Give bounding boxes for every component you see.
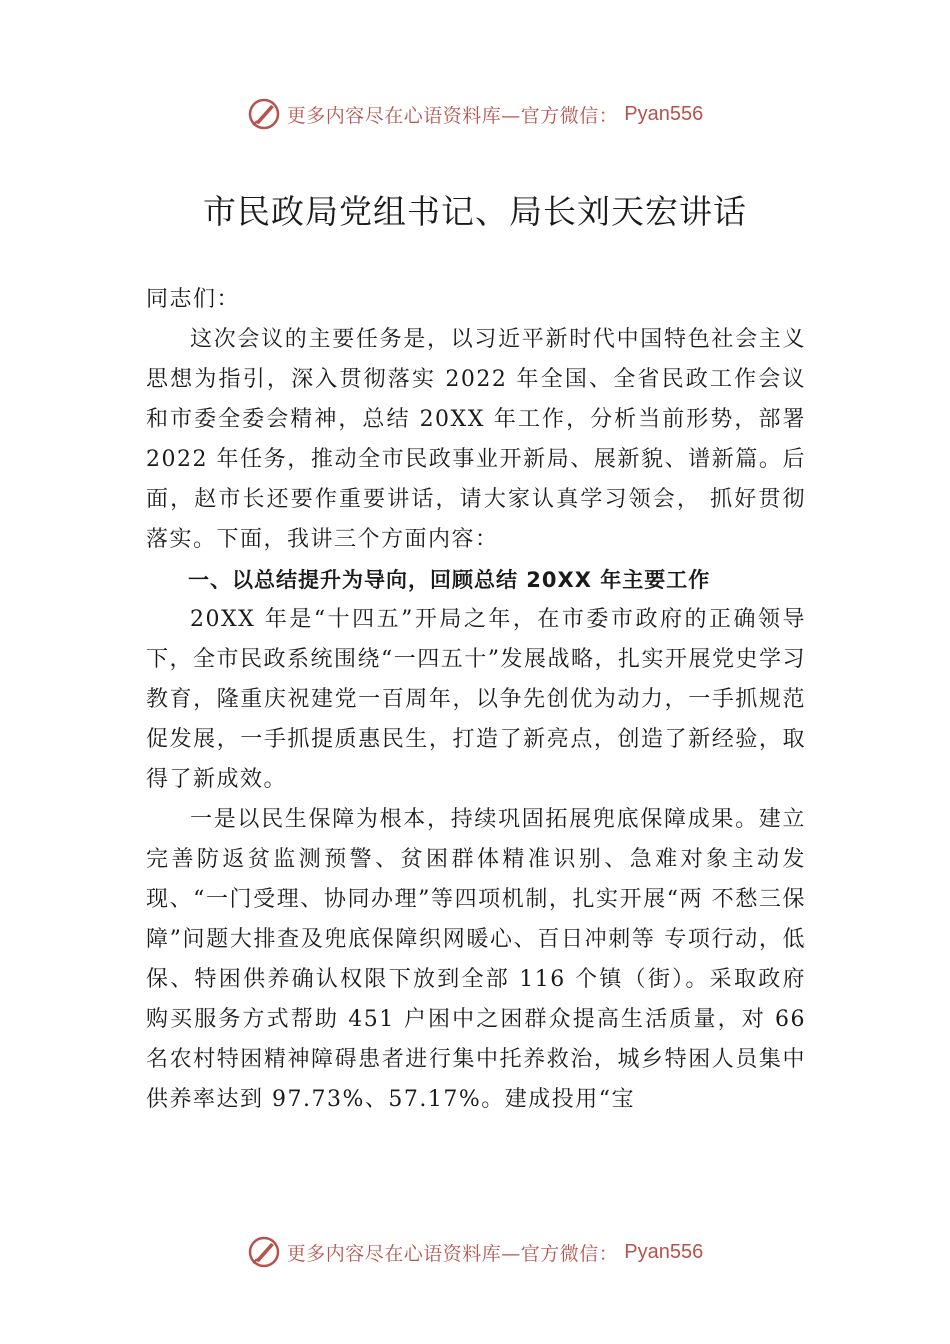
quill-pen-logo-icon [247,1235,281,1269]
banner-text: 更多内容尽在心语资料库—官方微信： [286,1242,619,1265]
body-paragraph: 一是以民生保障为根本，持续巩固拓展兜底保障成果。建立完善防返贫监测预警、贫困群体精准识别、急难对象主动发现、“一门受理、协同办理”等四项机制，扎实开展“两 不愁三保障”问题大排查及兜底保障织网暖心、百日冲刺等 专项行动，低保、特困供养确认权限下放到全部 116 个镇（街）。采取政府购买服务方式帮助 451 户困中之困群众提高生活质量，对 66 名农村特困精神障碍患者进行集中托养救治，城乡特困人员集中供养率达到 97.73%、57.17%。建成投用“宝 [146,807,806,1112]
banner-wechat-id: Pyan556 [624,102,704,125]
document-body [146,280,806,1120]
intro-paragraph: 这次会议的主要任务是，以习近平新时代中国特色社会主义思想为指引，深入贯彻落实 2022 年全国、全省民政工作会议和市委全委会精神，总结 20XX 年工作，分析当前形势，部署 2022 年任务，推动全市民政事业开新局、展新貌、谱新篇。后面，赵市长还要作重要讲话，请大家认真学习领会， 抓好贯彻落实。下面，我讲三个方面内容： [146,327,806,552]
banner-text: 更多内容尽在心语资料库—官方微信： [286,104,619,127]
header-banner [0,94,950,134]
document-title: 市民政局党组书记、局长刘天宏讲话 [203,192,747,231]
section-heading: 一、以总结提升为导向，回顾总结 20XX 年主要工作 [188,568,711,592]
footer-banner [0,1232,950,1272]
body-paragraph: 20XX 年是“十四五”开局之年，在市委市政府的正确领导下，全市民政系统围绕“一四五十”发展战略，扎实开展党史学习教育，隆重庆祝建党一百周年，以争先创优为动力，一手抓规范促发展，一手抓提质惠民生，打造了新亮点，创造了新经验，取得了新成效。 [146,607,806,792]
quill-pen-logo-icon [247,97,281,131]
salutation: 同志们： [146,287,241,312]
banner-wechat-id: Pyan556 [624,1240,704,1263]
